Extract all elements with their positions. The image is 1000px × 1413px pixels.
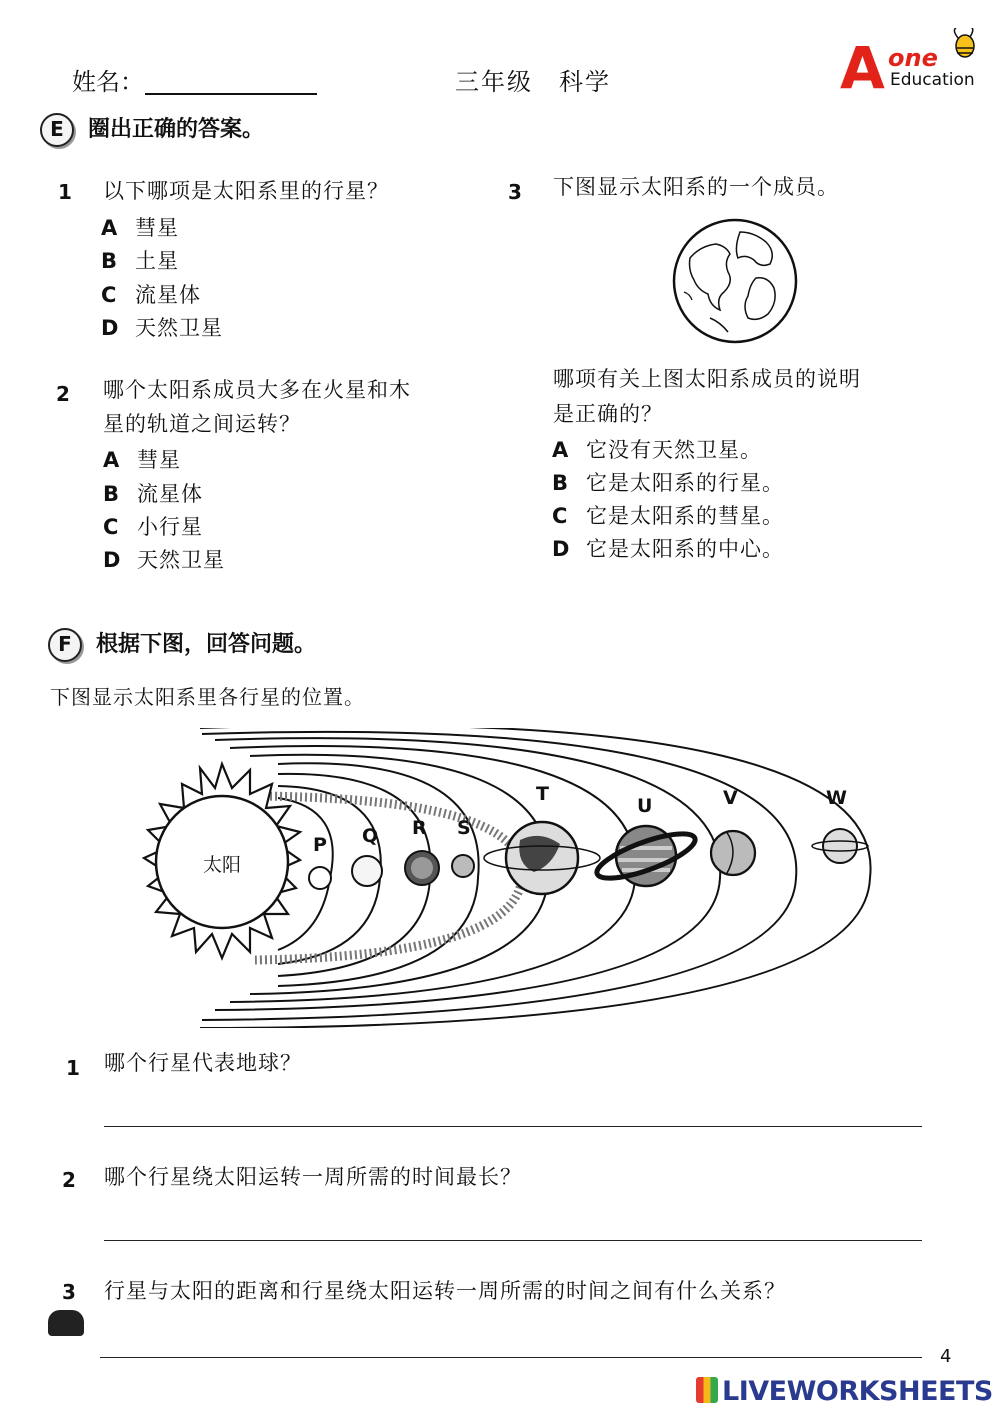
f-q2-text: 哪个行星绕太阳运转一周所需的时间最长？ (104, 1165, 522, 1189)
f-q2-number: 2 (62, 1168, 76, 1192)
e-q3-text: 下图显示太阳系的一个成员。 (553, 175, 839, 199)
section-f-heading (48, 627, 316, 662)
e-q1-option-d[interactable]: D 天然卫星 (101, 316, 223, 340)
f-q3-text: 行星与太阳的距离和行星绕太阳运转一周所需的时间之间有什么关系？ (104, 1279, 786, 1303)
f-q1-answer-line[interactable] (104, 1126, 922, 1127)
e-q3-option-b[interactable]: B 它是太阳系的行星。 (552, 471, 784, 495)
e-q2-option-c[interactable]: C 小行星 (103, 515, 203, 539)
f-q3-answer-line[interactable] (100, 1357, 922, 1358)
liveworksheets-watermark: LIVEWORKSHEETS (696, 1376, 993, 1407)
e-q2-option-b[interactable]: B 流星体 (103, 482, 203, 506)
e-q1-option-c[interactable]: C 流星体 (101, 283, 201, 307)
planet-label-w: W (826, 787, 847, 809)
kbat-icon (48, 1310, 84, 1336)
e-q1-text: 以下哪项是太阳系里的行星？ (103, 179, 389, 203)
section-f-badge: F (48, 628, 82, 662)
section-f-intro: 下图显示太阳系里各行星的位置。 (50, 685, 365, 709)
planet-label-t: T (536, 783, 549, 805)
planet-label-u: U (637, 795, 653, 817)
e-q2-text-line1: 哪个太阳系成员大多在火星和木 (103, 378, 411, 402)
section-f-title: 根据下图，回答问题。 (96, 632, 317, 657)
f-q2-answer-line[interactable] (104, 1240, 922, 1241)
name-label: 姓名： (72, 68, 144, 96)
e-q3-question-line1: 哪项有关上图太阳系成员的说明 (553, 367, 861, 391)
section-e-title: 圈出正确的答案。 (88, 117, 265, 142)
svg-text:A: A (840, 34, 885, 94)
name-blank-line[interactable] (145, 93, 317, 95)
grade-subject: 三年级 科学 (455, 68, 611, 96)
planet-label-v: V (723, 787, 738, 809)
svg-text:Education: Education (890, 70, 975, 90)
e-q2-option-a[interactable]: A 彗星 (103, 448, 181, 472)
planet-label-q: Q (362, 825, 379, 847)
svg-text:one: one (888, 44, 938, 72)
e-q2-number: 2 (56, 382, 70, 406)
e-q2-option-d[interactable]: D 天然卫星 (103, 548, 225, 572)
e-q1-number: 1 (58, 180, 72, 204)
aone-education-logo (838, 28, 983, 94)
sun-label: 太阳 (203, 854, 242, 876)
earth-illustration (670, 218, 800, 344)
planet-label-s: S (457, 817, 471, 839)
planet-label-r: R (412, 817, 427, 839)
f-q1-number: 1 (66, 1056, 80, 1080)
e-q3-option-d[interactable]: D 它是太阳系的中心。 (552, 537, 784, 561)
section-e-heading (40, 112, 264, 147)
e-q3-option-a[interactable]: A 它没有天然卫星。 (552, 438, 762, 462)
section-e-badge: E (40, 113, 74, 147)
e-q1-option-a[interactable]: A 彗星 (101, 216, 179, 240)
e-q2-text-line2: 星的轨道之间运转？ (103, 412, 301, 436)
f-q3-number: 3 (62, 1280, 76, 1304)
solar-system-diagram (90, 728, 890, 1028)
liveworksheets-icon (696, 1377, 718, 1403)
planet-label-p: P (313, 834, 327, 856)
page-number: 4 (940, 1346, 952, 1367)
e-q3-number: 3 (508, 180, 522, 204)
f-q1-text: 哪个行星代表地球？ (104, 1051, 302, 1075)
e-q1-option-b[interactable]: B 土星 (101, 249, 179, 273)
e-q3-question-line2: 是正确的？ (553, 402, 663, 426)
e-q3-option-c[interactable]: C 它是太阳系的彗星。 (552, 504, 784, 528)
